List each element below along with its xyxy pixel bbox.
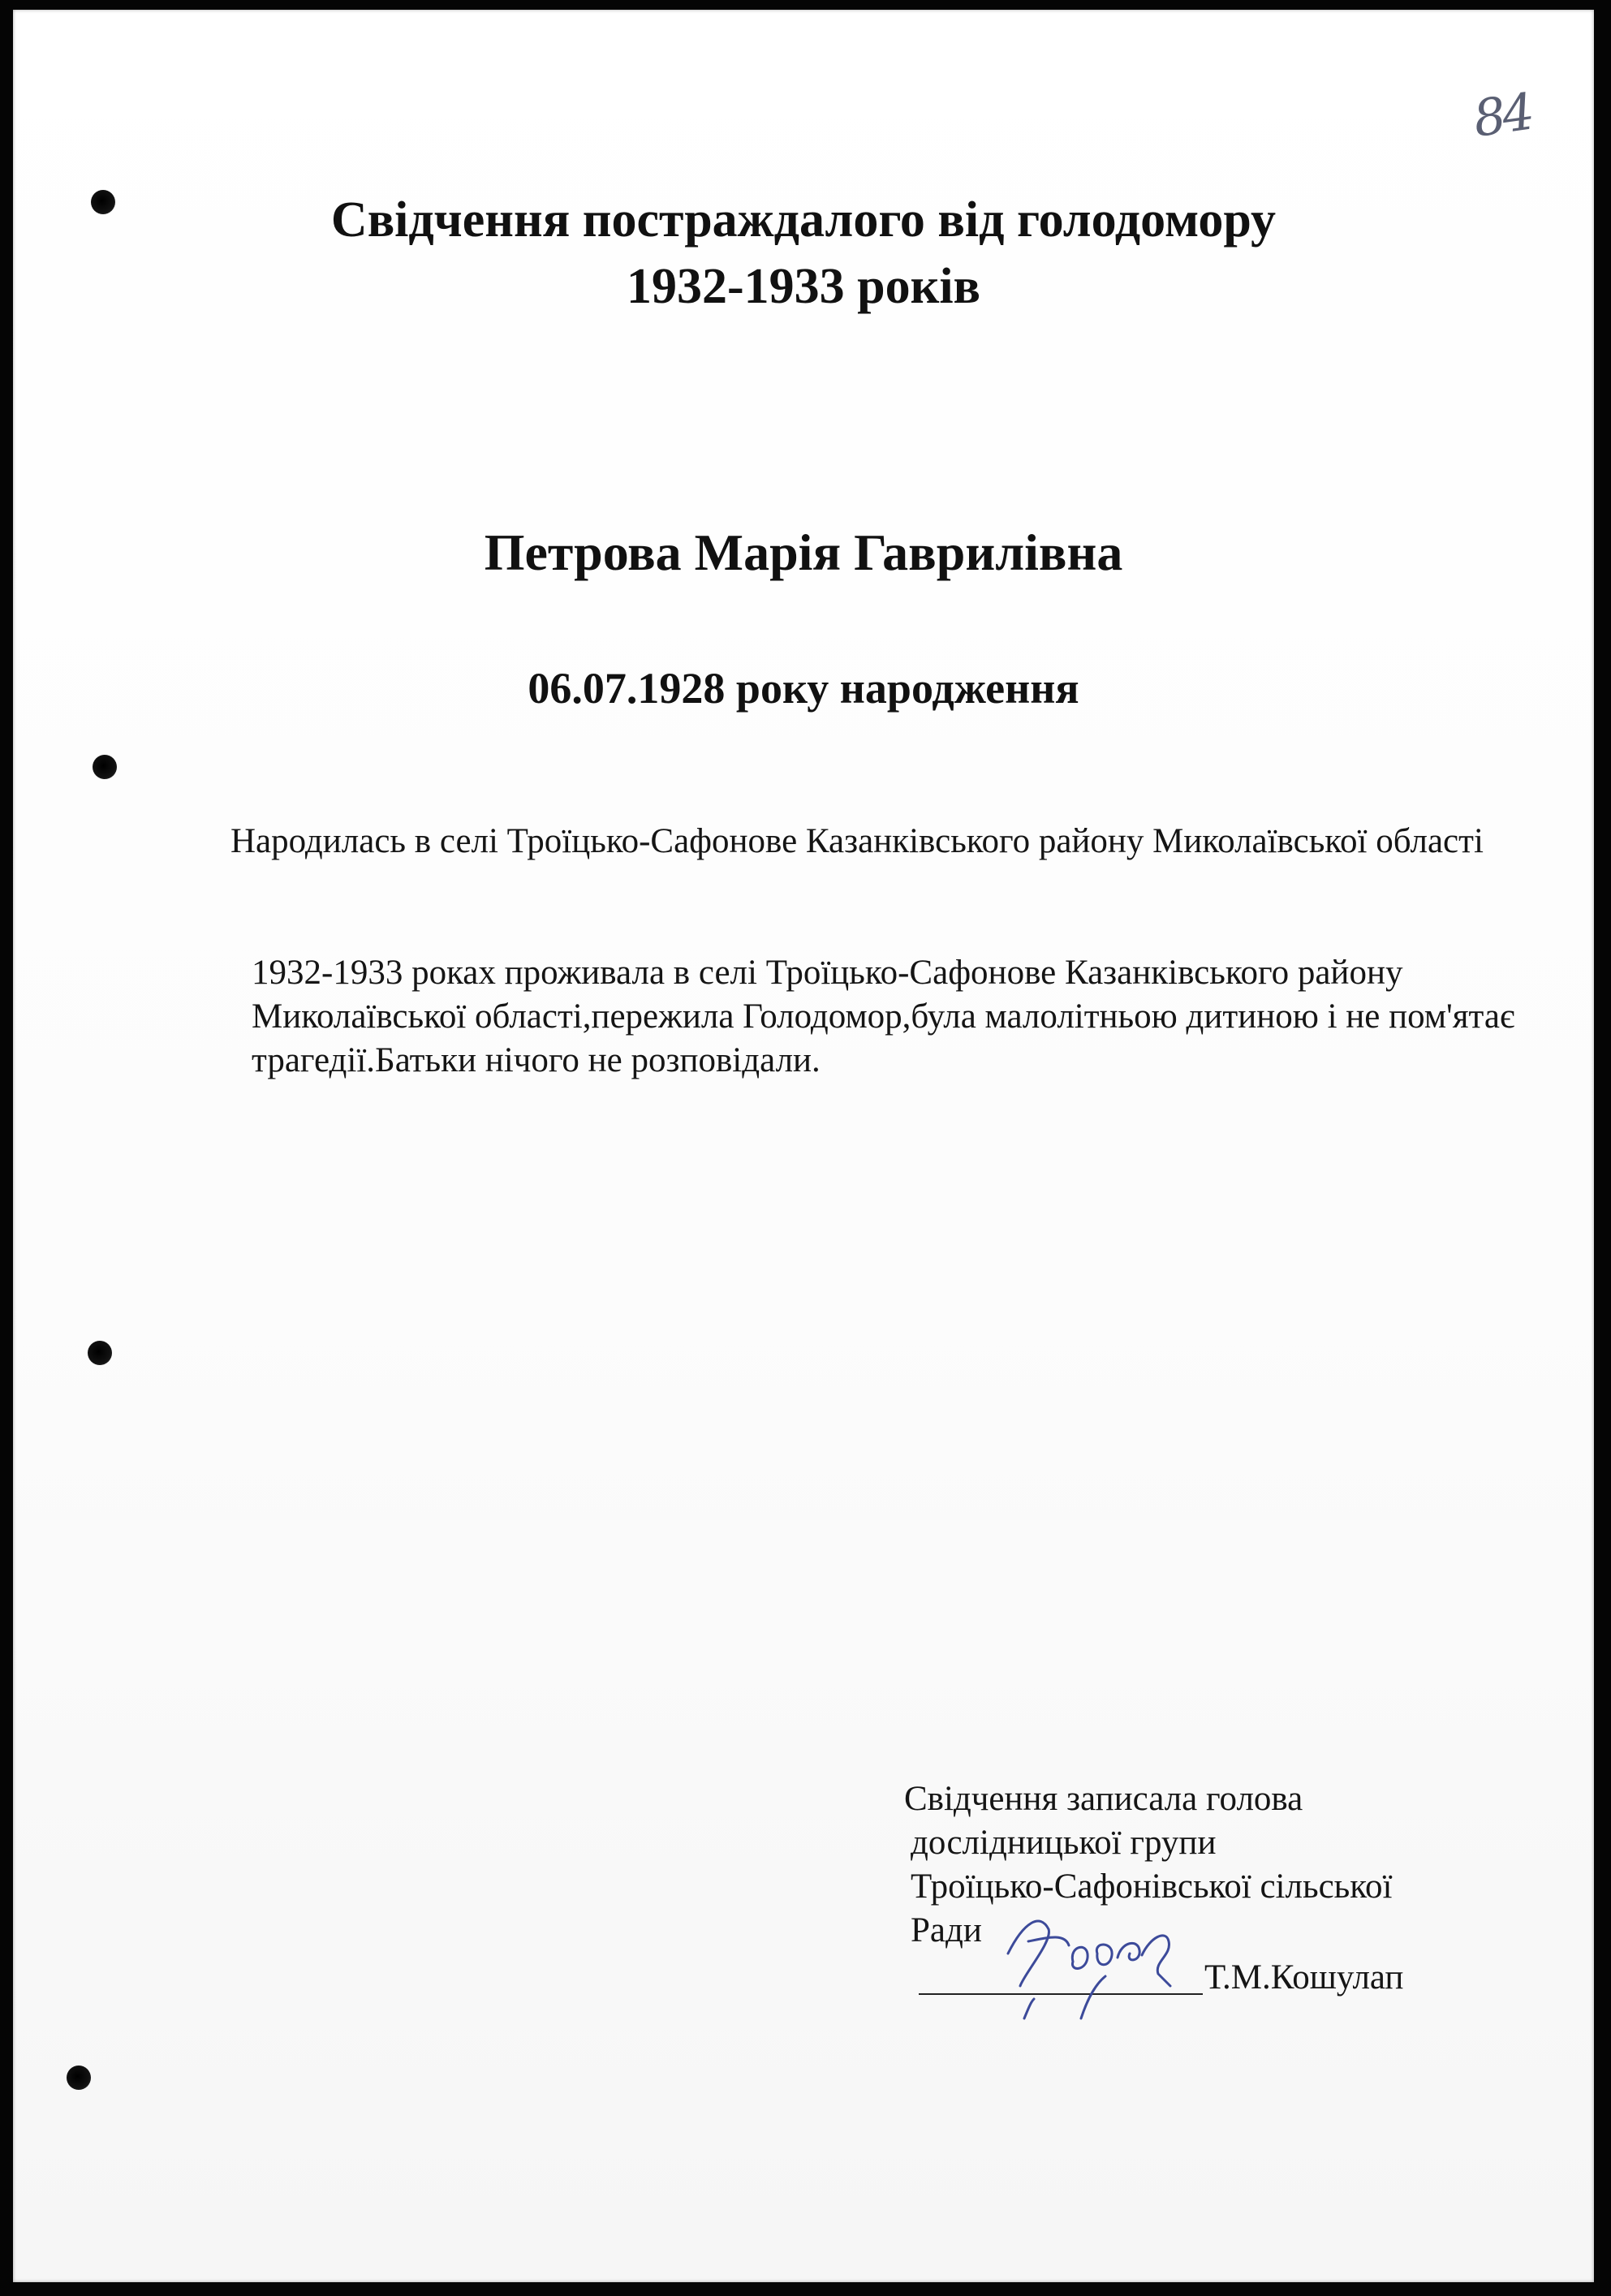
page-number: 84 [1469, 81, 1536, 149]
signer-name: Т.М.Кошулап [1204, 1958, 1404, 1997]
title-line-2: 1932-1933 років [626, 259, 981, 314]
handwritten-signature [992, 1897, 1203, 2027]
recorder-line-2: дослідницької групи [911, 1824, 1217, 1862]
recorder-line-3: Троїцько-Сафонівської сільської [911, 1867, 1393, 1906]
testimony-paragraph: 1932-1933 роках проживала в селі Троїцько-Сафонове Казанківського району Миколаївської області,пережила Голодомор,була малолітньою дитиною і не пом'ятає трагедії.Батьки нічого не розповідали. [252, 954, 1515, 1079]
recorder-line-1: Свідчення записала голова [904, 1780, 1303, 1818]
punch-hole [88, 1341, 112, 1365]
punch-hole [67, 2066, 91, 2090]
person-name: Петрова Марія Гаврилівна [484, 523, 1123, 581]
title-line-1: Свідчення постраждалого від голодомору [330, 192, 1277, 248]
recorder-line-4: Ради [911, 1911, 982, 1949]
document-title [13, 187, 1594, 320]
document-page [13, 10, 1594, 2282]
punch-hole [93, 755, 117, 779]
birthplace-paragraph: Народилась в селі Троїцько-Сафонове Казанківського району Миколаївської області [230, 822, 1484, 860]
birth-date: 06.07.1928 року народження [528, 664, 1079, 713]
